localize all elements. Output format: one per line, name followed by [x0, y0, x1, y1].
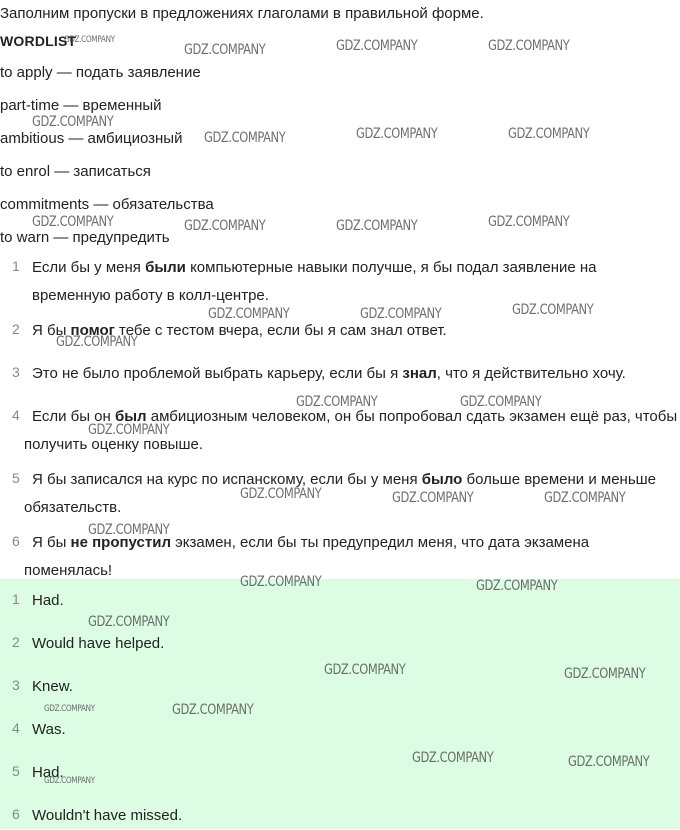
answer-verb: были [145, 259, 186, 276]
watermark: GDZ.COMPANY [44, 704, 95, 714]
exercise-sentence: Я бы записался на курс по испанскому, если бы у меня было больше времени и меньше обязательств. [24, 471, 657, 516]
answer-text: Had. [32, 764, 64, 781]
wordlist-title: WORDLIST [0, 33, 77, 49]
wordlist-item: ambitious — амбициозный [0, 130, 183, 147]
watermark: GDZ.COMPANY [204, 130, 286, 146]
watermark: GDZ.COMPANY [360, 306, 442, 322]
watermark: GDZ.COMPANY [324, 662, 406, 678]
watermark: GDZ.COMPANY [240, 574, 322, 590]
item-number: 6 [12, 533, 20, 549]
item-number: 1 [12, 591, 20, 607]
item-number: 3 [12, 364, 20, 380]
item-number: 2 [12, 321, 20, 337]
watermark: GDZ.COMPANY [356, 126, 438, 142]
exercise-sentence: Я бы помог тебе с тестом вчера, если бы я сам знал ответ. [32, 322, 447, 339]
watermark: GDZ.COMPANY [64, 35, 115, 45]
watermark: GDZ.COMPANY [184, 218, 266, 234]
item-number: 4 [12, 720, 20, 736]
answer-verb: помог [70, 322, 115, 339]
watermark: GDZ.COMPANY [44, 776, 95, 786]
wordlist-item: commitments — обязательства [0, 196, 214, 213]
item-number: 2 [12, 634, 20, 650]
watermark: GDZ.COMPANY [296, 394, 378, 410]
watermark: GDZ.COMPANY [412, 750, 494, 766]
watermark: GDZ.COMPANY [88, 522, 170, 538]
watermark: GDZ.COMPANY [32, 214, 114, 230]
watermark: GDZ.COMPANY [32, 114, 114, 130]
answer-verb: было [421, 471, 463, 488]
answer-verb: был [114, 408, 147, 425]
exercise-sentence: Если бы у меня были компьютерные навыки получше, я бы подал заявление на временную работу в колл-центре. [32, 259, 597, 304]
answer-text: Would have helped. [32, 635, 165, 652]
answer-text: Wouldn't have missed. [32, 807, 183, 824]
watermark: GDZ.COMPANY [508, 126, 590, 142]
watermark: GDZ.COMPANY [336, 218, 418, 234]
item-number: 6 [12, 806, 20, 822]
watermark: GDZ.COMPANY [88, 422, 170, 438]
watermark: GDZ.COMPANY [476, 578, 558, 594]
watermark: GDZ.COMPANY [564, 666, 646, 682]
watermark: GDZ.COMPANY [488, 214, 570, 230]
exercise-sentence: Это не было проблемой выбрать карьеру, если бы я знал, что я действительно хочу. [32, 365, 626, 382]
wordlist-item: to apply — подать заявление [0, 64, 201, 81]
item-number: 3 [12, 677, 20, 693]
exercise-sentence: Я бы не пропустил экзамен, если бы ты предупредил меня, что дата экзамена поменялась! [24, 534, 590, 579]
watermark: GDZ.COMPANY [336, 38, 418, 54]
item-number: 5 [12, 763, 20, 779]
watermark: GDZ.COMPANY [488, 38, 570, 54]
item-number: 4 [12, 407, 20, 423]
watermark: GDZ.COMPANY [88, 614, 170, 630]
watermark: GDZ.COMPANY [184, 42, 266, 58]
answer-text: Knew. [32, 678, 73, 695]
watermark: GDZ.COMPANY [56, 334, 138, 350]
wordlist-item: to warn — предупредить [0, 229, 170, 246]
watermark: GDZ.COMPANY [460, 394, 542, 410]
watermark: GDZ.COMPANY [208, 306, 290, 322]
wordlist-item: to enrol — записаться [0, 163, 151, 180]
watermark: GDZ.COMPANY [240, 486, 322, 502]
answer-text: Had. [32, 592, 64, 609]
answer-verb: знал [402, 365, 437, 382]
watermark: GDZ.COMPANY [392, 490, 474, 506]
watermark: GDZ.COMPANY [512, 302, 594, 318]
answer-verb: не пропустил [70, 534, 171, 551]
item-number: 5 [12, 470, 20, 486]
exercise-sentence: Если бы он был амбициозным человеком, он бы попробовал сдать экзамен ещё раз, чтобы получить оценку повыше. [24, 408, 678, 453]
item-number: 1 [12, 258, 20, 274]
watermark: GDZ.COMPANY [544, 490, 626, 506]
watermark: GDZ.COMPANY [172, 702, 254, 718]
wordlist-item: part-time — временный [0, 97, 162, 114]
answer-text: Was. [32, 721, 66, 738]
instruction-text: Заполним пропуски в предложениях глаголами в правильной форме. [0, 5, 484, 22]
watermark: GDZ.COMPANY [568, 754, 650, 770]
